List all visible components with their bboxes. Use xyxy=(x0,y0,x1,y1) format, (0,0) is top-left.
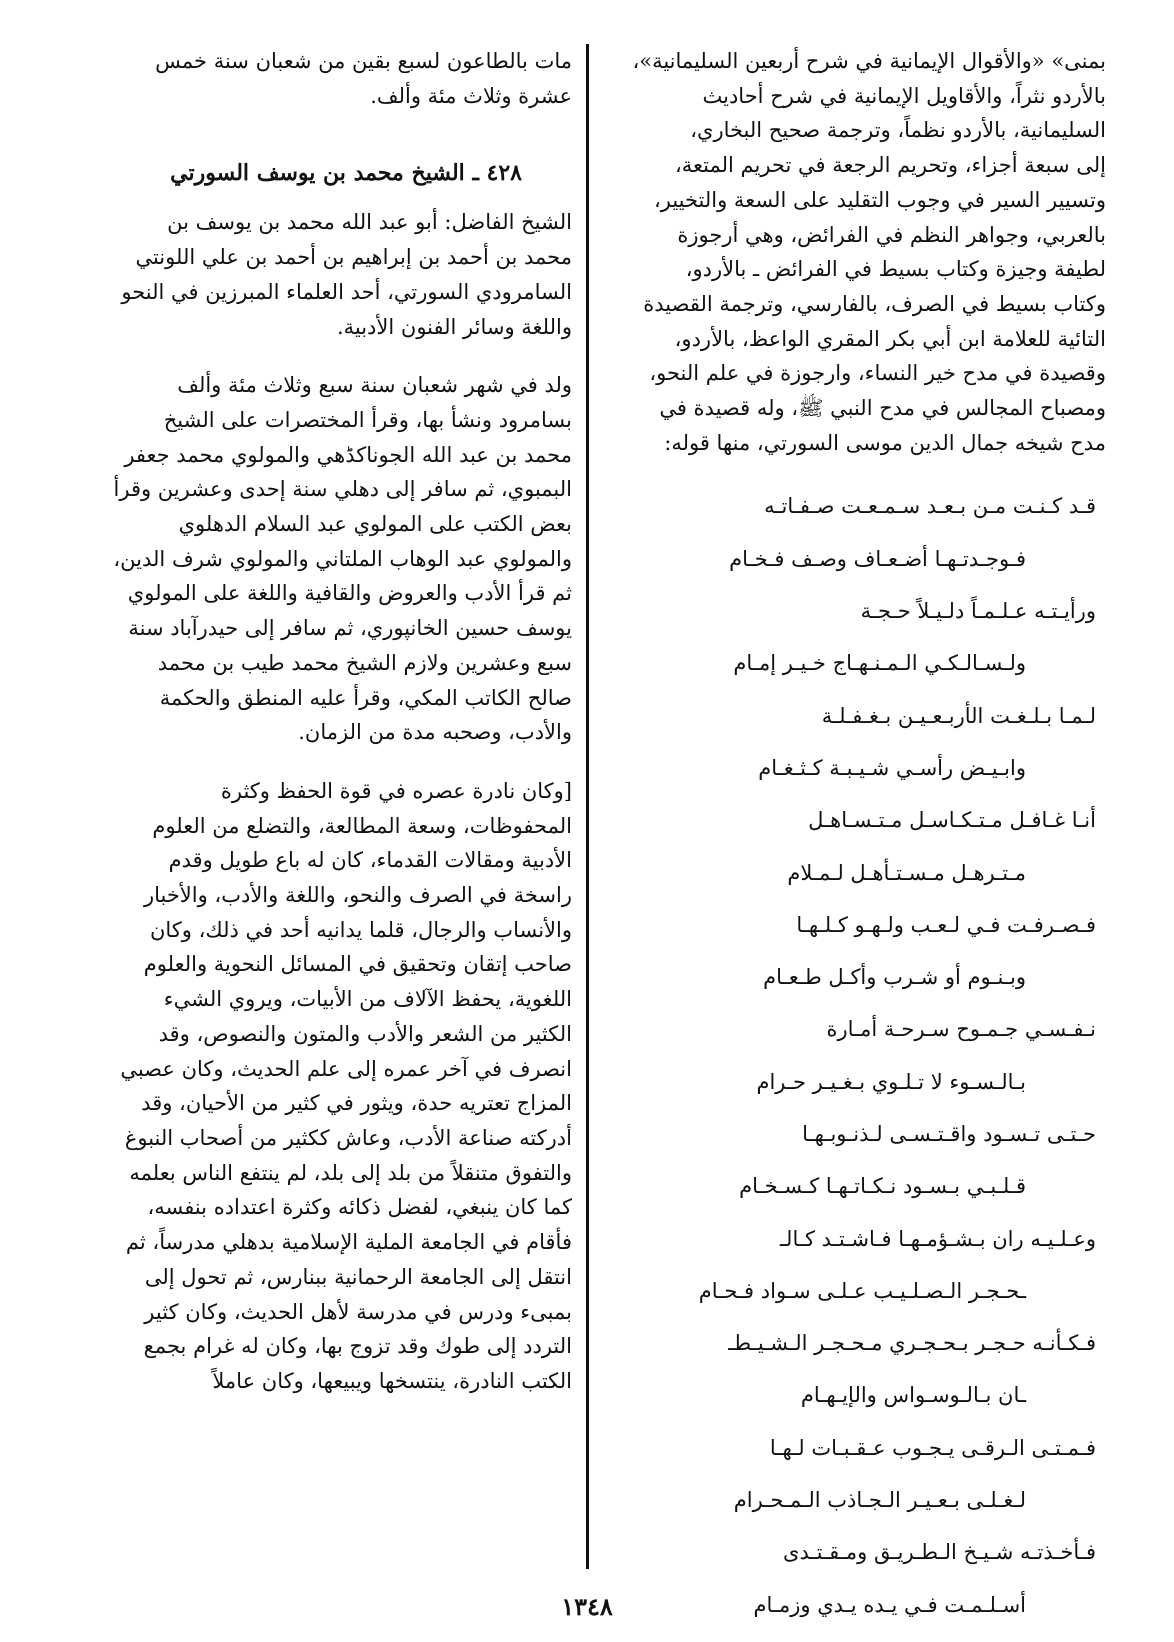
column-divider xyxy=(586,44,589,1569)
text-line: مدح شيخه جمال الدين موسى السورتي، منها قوله: xyxy=(664,430,1106,455)
verse-second-hemistich: بـالـسـوء لا تـلـوي بـغـيـر حـرام xyxy=(756,1069,1026,1094)
text-line: كما كان ينبغي، لفضل ذكائه وكثرة اعتداده بنفسه، xyxy=(147,1195,572,1220)
text-line: السامرودي السورتي، أحد العلماء المبرزين في النحو xyxy=(121,279,572,304)
text-line: لطيفة وجيزة وكتاب بسيط في الفرائض ـ بالأردو، xyxy=(685,257,1106,282)
verse-second-hemistich: قـلـبـي بـسـود نـكـاتـهـا كـسـخـام xyxy=(739,1174,1026,1199)
verse-second-hemistich: أسـلـمـت فـي يـده يـدي وزمـام xyxy=(753,1592,1026,1617)
text-line: بسامرود ونشأ بها، وقرأ المختصرات على الشيخ xyxy=(163,407,572,432)
verse-first-hemistich: قـد كـنـت مـن بـعـد سـمـعـت صـفـاتـه xyxy=(764,494,1096,519)
text-line: محمد بن أحمد بن إبراهيم بن أحمد بن علي اللونتي xyxy=(135,245,572,270)
text-line: انتقل إلى الجامعة الرحمانية ببنارس، ثم تحول إلى xyxy=(144,1264,572,1289)
verse-first-hemistich: فـأخـذتـه شـيـخ الـطـريـق ومـقـتـدى xyxy=(783,1540,1096,1565)
verse-second-hemistich: ـان بـالـوسـواس والإيـهـام xyxy=(800,1383,1026,1408)
intro-paragraph xyxy=(586,44,1106,460)
verse-second-hemistich: ولـسـالـكـي الـمـنـهـاج خـيـر إمـام xyxy=(733,651,1026,676)
text-line: بالأردو نثراً، والأقاويل الإيمانية في شرح أحاديث xyxy=(702,83,1106,108)
text-line: فأقام في الجامعة الملية الإسلامية بدهلي مدرساً، ثم xyxy=(125,1230,572,1255)
entry-heading: ٤٢٨ ـ الشيخ محمد بن يوسف السورتي xyxy=(170,160,522,187)
text-line: المحفوظات، وسعة المطالعة، والتضلع من العلوم xyxy=(152,813,572,838)
text-line: راسخة في الصرف والنحو، واللغة والأدب، والأخبار xyxy=(143,883,572,908)
text-line: أدركته صناعة الأدب، وعاش ككثير من أصحاب النبوغ xyxy=(124,1125,572,1150)
poem xyxy=(586,480,1106,1631)
verse-second-hemistich: لـغـلـى بـعـيـر الـجـاذب الـمـحـرام xyxy=(733,1488,1026,1513)
text-line: ثم قرأ الأدب والعروض والقافية واللغة على المولوي xyxy=(127,581,572,606)
text-line: محمد بن عبد الله الجوناكڈهي والمولوي محمد جعفر xyxy=(124,442,572,467)
biography-paragraph-1 xyxy=(52,205,572,344)
verse-first-hemistich: نـفـسـي جـمـوح سـرحـة أمـارة xyxy=(826,1017,1096,1042)
verse-first-hemistich: أنـا غـافـل مـتـكـاسـل مـتـسـاهـل xyxy=(808,808,1096,833)
text-line: التائية للعلامة ابن أبي بكر المقري الواعظ، بالأردو، xyxy=(674,326,1106,351)
text-line: صاحب إتقان وتحقيق في المسائل النحوية والعلوم xyxy=(143,952,572,977)
text-line: إلى سبعة أجزاء، وتحريم الرجعة في تحريم المتعة، xyxy=(674,153,1106,178)
text-line: والمولوي عبد الوهاب الملتاني والمولوي شرف الدين، xyxy=(113,546,572,571)
page-number: ١٣٤٨ xyxy=(561,1592,613,1621)
text-line: مات بالطاعون لسبع بقين من شعبان سنة خمس xyxy=(155,49,572,73)
verse-first-hemistich: فـكـأنـه حـجـر بـحـجـري مـحـجـر الـشـيـطـ xyxy=(728,1331,1096,1356)
text-line: وكتاب بسيط في الصرف، بالفارسي، وترجمة القصيدة xyxy=(643,291,1106,316)
text-line: السليمانية، بالأردو نظماً، وترجمة صحيح البخاري، xyxy=(690,118,1106,143)
text-line: اللغوية، يحفظ الآلاف من الأبيات، ويروي الشيء xyxy=(163,987,572,1012)
text-line: والتفوق متنقلاً من بلد إلى بلد، لم ينتفع الناس بعلمه xyxy=(129,1160,572,1185)
text-line: واللغة وسائر الفنون الأدبية. xyxy=(336,314,572,339)
verse-second-hemistich: مـتـرهـل مـسـتـأهـل لـمـلام xyxy=(787,860,1026,885)
biography-paragraph-3 xyxy=(52,774,572,1399)
text-line: وتسيير السير في وجوب التقليد على السعة والتخيير، xyxy=(653,187,1106,212)
text-line: بمنى» «والأقوال الإيمانية في شرح أربعين السليمانية»، xyxy=(632,49,1106,73)
text-line: الكثير من الشعر والأدب والمتون والنصوص، وقد xyxy=(158,1021,572,1046)
right-column xyxy=(586,44,1106,1631)
text-line: التردد إلى طوك وقد تزوج بها، وكان له غرام بجمع xyxy=(143,1334,572,1359)
text-line: بعض الكتب على المولوي عبد السلام الدهلوي xyxy=(178,512,572,537)
verse-first-hemistich: لـمـا بـلـغـت الأربـعـيـن بـغـفـلـة xyxy=(821,703,1096,728)
text-line: الشيخ الفاضل: أبو عبد الله محمد بن يوسف بن xyxy=(167,210,572,235)
text-line: والأنساب والرجال، قلما يدانيه أحد في ذلك، وكان xyxy=(149,917,572,942)
text-line: انصرف في آخر عمره إلى علم الحديث، وكان عصبي xyxy=(120,1056,572,1081)
verse-first-hemistich: فـصـرفـت فـي لـعـب ولـهـو كـلـهـا xyxy=(796,912,1096,937)
verse-first-hemistich: ورأيـتـه عـلـمـاً دلـيـلاً حـجـة xyxy=(860,599,1096,624)
text-line: والأدب، وصحبه مدة من الزمان. xyxy=(298,720,572,745)
text-line: الأدبية ومقالات القدماء، كان له باع طويل وقدم xyxy=(168,848,572,873)
verse-first-hemistich: فـمـتـى الـرقـى يـجـوب عـقـبـات لـهـا xyxy=(769,1435,1096,1460)
verse-first-hemistich: وعـلـيـه ران بـشـؤمـهـا فـاشـتـد كـالـ xyxy=(779,1226,1096,1251)
text-line: بالعربي، وجواهر النظم في الفرائض، وهي أرجوزة xyxy=(677,222,1106,247)
verse-second-hemistich: وبـنـوم أو شـرب وأكـل طـعـام xyxy=(763,965,1026,990)
text-line: وقصيدة في مدح خير النساء، وارجوزة في علم النحو، xyxy=(649,361,1106,386)
text-line: [وكان نادرة عصره في قوة الحفظ وكثرة xyxy=(220,778,572,803)
verse-first-hemistich: حـتـى تـسـود واقـتـسـى لـذنـوبـهـا xyxy=(802,1122,1096,1146)
biography-paragraph-2 xyxy=(52,368,572,750)
text-line: عشرة وثلاث مئة وألف. xyxy=(370,83,572,108)
text-line: ولد في شهر شعبان سنة سبع وثلاث مئة وألف xyxy=(177,373,572,398)
verse-second-hemistich: فـوجـدتـهـا أضـعـاف وصـف فـخـام xyxy=(729,546,1026,571)
text-line: البمبوي، ثم سافر إلى دهلي سنة إحدى وعشرين وقرأ xyxy=(113,477,572,502)
left-column xyxy=(52,44,572,1399)
verse-second-hemistich: وابـيـض رأسـي شـيـبـة كـثـغـام xyxy=(758,755,1026,780)
text-line: سبع وعشرين ولازم الشيخ محمد طيب بن محمد xyxy=(157,650,572,675)
verse-second-hemistich: ـحـجـر الـصـلـيـب عـلـى سـواد فـحـام xyxy=(698,1278,1026,1303)
text-line: الكتب النادرة، ينتسخها ويبيعها، وكان عاملاً xyxy=(212,1368,572,1393)
text-line: صالح الكاتب المكي، وقرأ عليه المنطق والحكمة xyxy=(159,685,572,710)
text-line: يوسف حسين الخانپوري، ثم سافر إلى حيدرآباد سنة xyxy=(128,616,572,641)
text-line: المزاج تعتريه حدة، ويثور في كثير من الأحيان، وقد xyxy=(141,1091,572,1116)
text-line: ومصباح المجالس في مدح النبي ﷺ، وله قصيدة في xyxy=(659,396,1106,421)
text-line: بمبىء ودرس في مدرسة لأهل الحديث، وكان كثير xyxy=(144,1299,572,1324)
opening-paragraph xyxy=(52,44,572,113)
